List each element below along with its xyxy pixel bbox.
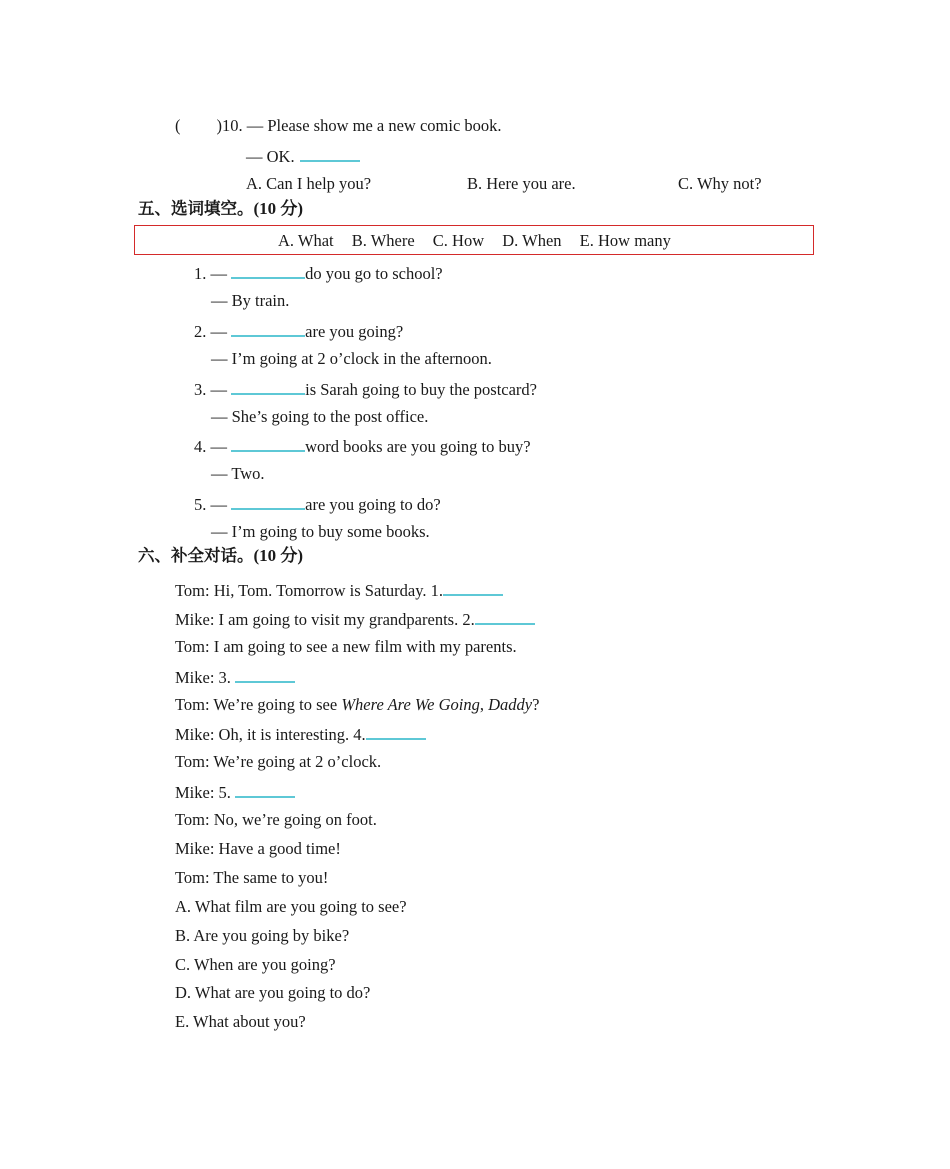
section-6-heading (138, 546, 303, 566)
item-question: are you going to do? (305, 495, 441, 514)
dialogue-option-d: D. What are you going to do? (175, 983, 371, 1002)
question-text: — Please show me a new comic book. (246, 116, 502, 135)
option-a: A. Can I help you? (246, 174, 372, 193)
dialogue-blank[interactable] (443, 579, 503, 596)
item-question: are you going? (305, 322, 404, 341)
question-10 (175, 116, 502, 136)
dialogue-text: Mike: 3. (175, 668, 231, 687)
dialogue-line (175, 723, 426, 745)
item-answer: — By train. (211, 291, 290, 310)
dialogue-text: Mike: 5. (175, 783, 231, 802)
word-option: A. What (278, 231, 334, 250)
item-answer: — I’m going at 2 o’clock in the afternoon. (211, 349, 492, 368)
section-5-points: (10 分) (253, 199, 304, 218)
item-question: do you go to school? (305, 264, 443, 283)
answer-paren-open: ( (175, 116, 181, 135)
dialogue-text: Tom: We’re going to see (175, 695, 342, 714)
fill-blank[interactable] (231, 493, 305, 510)
dialogue-option-b: B. Are you going by bike? (175, 926, 350, 945)
dialogue-option-e: E. What about you? (175, 1012, 306, 1031)
fill-item-2 (194, 320, 403, 342)
section-6-points: (10 分) (253, 546, 304, 565)
item-number: 1. — (194, 264, 227, 283)
fill-blank[interactable] (231, 262, 305, 279)
film-title: Where Are We Going (341, 695, 480, 714)
item-answer: — I’m going to buy some books. (211, 522, 430, 541)
dialogue-line (175, 608, 535, 630)
question-10-answer (246, 145, 360, 167)
dialogue-text: Mike: Oh, it is interesting. 4. (175, 725, 366, 744)
word-option: D. When (502, 231, 562, 250)
question-mark: ? (532, 695, 540, 714)
word-option: C. How (432, 231, 485, 250)
dialogue-line (175, 666, 295, 688)
item-number: 3. — (194, 380, 227, 399)
item-answer: — She’s going to the post office. (211, 407, 429, 426)
question-number: )10. (216, 116, 243, 135)
section-5-heading (138, 199, 303, 219)
option-b: B. Here you are. (467, 174, 576, 193)
dialogue-line: Tom: I am going to see a new film with my parents. (175, 637, 517, 656)
comma: , (479, 695, 484, 714)
dialogue-line (175, 781, 295, 803)
fill-blank[interactable] (231, 435, 305, 452)
fill-item-4 (194, 435, 531, 457)
fill-blank[interactable] (231, 320, 305, 337)
fill-item-5 (194, 493, 441, 515)
dialogue-option-c: C. When are you going? (175, 955, 336, 974)
item-answer: — Two. (211, 464, 265, 483)
word-option: E. How many (579, 231, 671, 250)
item-number: 2. — (194, 322, 227, 341)
dialogue-blank[interactable] (235, 666, 295, 683)
dialogue-blank[interactable] (235, 781, 295, 798)
option-c: C. Why not? (678, 174, 762, 193)
fill-blank[interactable] (231, 378, 305, 395)
item-question: word books are you going to buy? (305, 437, 531, 456)
item-question: is Sarah going to buy the postcard? (305, 380, 537, 399)
dialogue-option-a: A. What film are you going to see? (175, 897, 407, 916)
dialogue-line (175, 695, 539, 715)
word-bank-box (134, 225, 814, 255)
dialogue-line: Tom: No, we’re going on foot. (175, 810, 377, 829)
word-option: B. Where (351, 231, 415, 250)
dialogue-line: Tom: The same to you! (175, 868, 329, 887)
fill-item-3 (194, 378, 537, 400)
film-title-daddy: Daddy (488, 695, 533, 714)
dialogue-text: Tom: Hi, Tom. Tomorrow is Saturday. 1. (175, 581, 444, 600)
dialogue-line: Mike: Have a good time! (175, 839, 341, 858)
dialogue-line (175, 579, 503, 601)
section-6-title: 六、补全对话。 (138, 546, 254, 565)
dialogue-blank[interactable] (475, 608, 535, 625)
dialogue-blank[interactable] (366, 723, 426, 740)
answer-blank[interactable] (300, 145, 360, 162)
fill-item-1 (194, 262, 443, 284)
answer-prefix: — OK. (246, 147, 295, 166)
section-5-title: 五、选词填空。 (138, 199, 254, 218)
dialogue-text: Mike: I am going to visit my grandparents. 2. (175, 610, 475, 629)
item-number: 4. — (194, 437, 227, 456)
item-number: 5. — (194, 495, 227, 514)
dialogue-line: Tom: We’re going at 2 o’clock. (175, 752, 382, 771)
